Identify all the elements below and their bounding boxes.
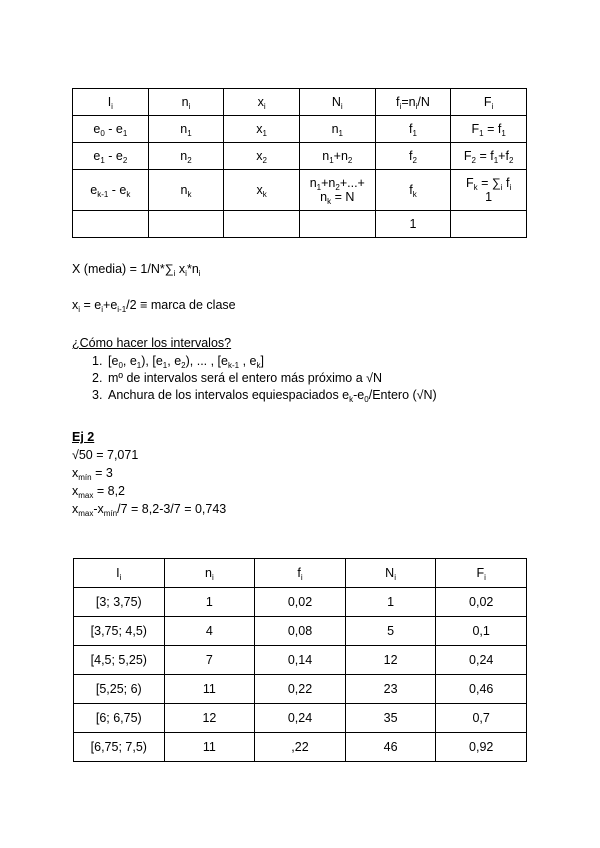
table-cell: 5 [345,617,436,646]
table-cell: 0,02 [436,588,527,617]
mean-formula: X (media) = $1/N*\sum_i$ $x_i*n_i$ [72,262,201,278]
table-cell: [4,5; 5,25) [74,646,165,675]
table-cell: $x_k$ [224,170,300,211]
example-frequency-table [73,558,527,762]
table-cell: [3; 3,75) [74,588,165,617]
intervals-heading: ¿Cómo hacer los intervalos? [72,336,232,350]
table-cell: $n_1+n_2+...+$ $n_k = N$ [299,170,375,211]
table-cell: $n_2$ [148,143,224,170]
table-row [73,116,527,143]
table-cell: 0,22 [255,675,346,704]
header-absolute-frequency: $n_i$ [148,89,224,116]
header-relative-frequency: $f_i=n_i/N$ [375,89,451,116]
header-absolute-frequency: $n_i$ [164,559,255,588]
table-cell: $f_k$ [375,170,451,211]
table-cell: 7 [164,646,255,675]
table-cell: 0,24 [436,646,527,675]
table-row [74,588,527,617]
table-cell: 11 [164,675,255,704]
table-cell: 0,14 [255,646,346,675]
table-cell: [6,75; 7,5) [74,733,165,762]
sqrt-line: √50 = 7,071 [72,448,139,462]
table-total-row [73,211,527,238]
intervals-list [92,353,437,404]
table1-header-row [73,89,527,116]
header-cumulative-frequency: $N_i$ [345,559,436,588]
header-interval: $I_i$ [73,89,149,116]
table-cell: 35 [345,704,436,733]
table-cell: $e_0 - e_1$ [73,116,149,143]
table-cell: 11 [164,733,255,762]
table-cell: $x_1$ [224,116,300,143]
table-cell: 0,7 [436,704,527,733]
table-cell: 0,24 [255,704,346,733]
interval-width-line: $x_{max}-x_{mín}/7 = 8,2-3/7 = 0,743$ [72,502,227,518]
table-cell: $x_2$ [224,143,300,170]
table-cell: $F_2 = f_1+f_2$ [451,143,527,170]
table-cell: 0,92 [436,733,527,762]
table-cell: 0,46 [436,675,527,704]
table-cell: $e_1 - e_2$ [73,143,149,170]
frequency-definitions-table [72,88,527,238]
table-cell: 12 [345,646,436,675]
list-item: 3. Anchura de los intervalos equiespaciados $e_k-e_0$/Entero (√N) [92,388,437,404]
table-row [74,733,527,762]
table-cell: $n_k$ [148,170,224,211]
table-row [74,646,527,675]
table-cell: $n_1+n_2$ [299,143,375,170]
table-cell: 0,02 [255,588,346,617]
table-cell [73,211,149,238]
header-interval: $I_i$ [74,559,165,588]
table-cell [451,211,527,238]
table-cell: $n_1$ [299,116,375,143]
header-cumulative-relative-frequency: $F_i$ [436,559,527,588]
total-relative-frequency: 1 [375,211,451,238]
class-mark-formula: $x_i = e_i+e_{i-1}/2$ ≡ marca de clase [72,298,236,314]
table-cell [224,211,300,238]
list-item: 1. [$e_0$, $e_1$), [$e_1$, $e_2$), ... , [$e_{k-1}$ , $e_k$] [92,354,264,370]
table-cell: 0,1 [436,617,527,646]
table2-header-row [74,559,527,588]
table-cell: $e_{k-1} - e_k$ [73,170,149,211]
table-row [74,617,527,646]
table-cell: [5,25; 6) [74,675,165,704]
table-cell: 12 [164,704,255,733]
table-cell: $n_1$ [148,116,224,143]
header-cumulative-relative-frequency: $F_i$ [451,89,527,116]
header-class-mark: $x_i$ [224,89,300,116]
table-cell: [3,75; 4,5) [74,617,165,646]
table-cell: $f_1$ [375,116,451,143]
table-cell: 23 [345,675,436,704]
table-cell: 46 [345,733,436,762]
table-cell: 0,08 [255,617,346,646]
xmin-line: $x_{mín} = 3$ [72,466,113,482]
table-cell: $F_1 = f_1$ [451,116,527,143]
table-cell: 1 [164,588,255,617]
table-cell [299,211,375,238]
xmax-line: $x_{max} = 8,2$ [72,484,125,500]
table-row [73,143,527,170]
header-relative-frequency: $f_i$ [255,559,346,588]
table-cell [148,211,224,238]
header-cumulative-frequency: $N_i$ [299,89,375,116]
list-item: 2. mº de intervalos será el entero más próximo a √N [92,371,383,385]
table-cell: 4 [164,617,255,646]
example-title: Ej 2 [72,430,95,444]
table-cell: 1 [345,588,436,617]
table-row [73,170,527,211]
table-cell: [6; 6,75) [74,704,165,733]
table-row [74,704,527,733]
table-cell: $f_2$ [375,143,451,170]
table-cell: $F_k = \sum_i$ $f_i$ 1 [451,170,527,211]
table-row [74,675,527,704]
table-cell: ,22 [255,733,346,762]
